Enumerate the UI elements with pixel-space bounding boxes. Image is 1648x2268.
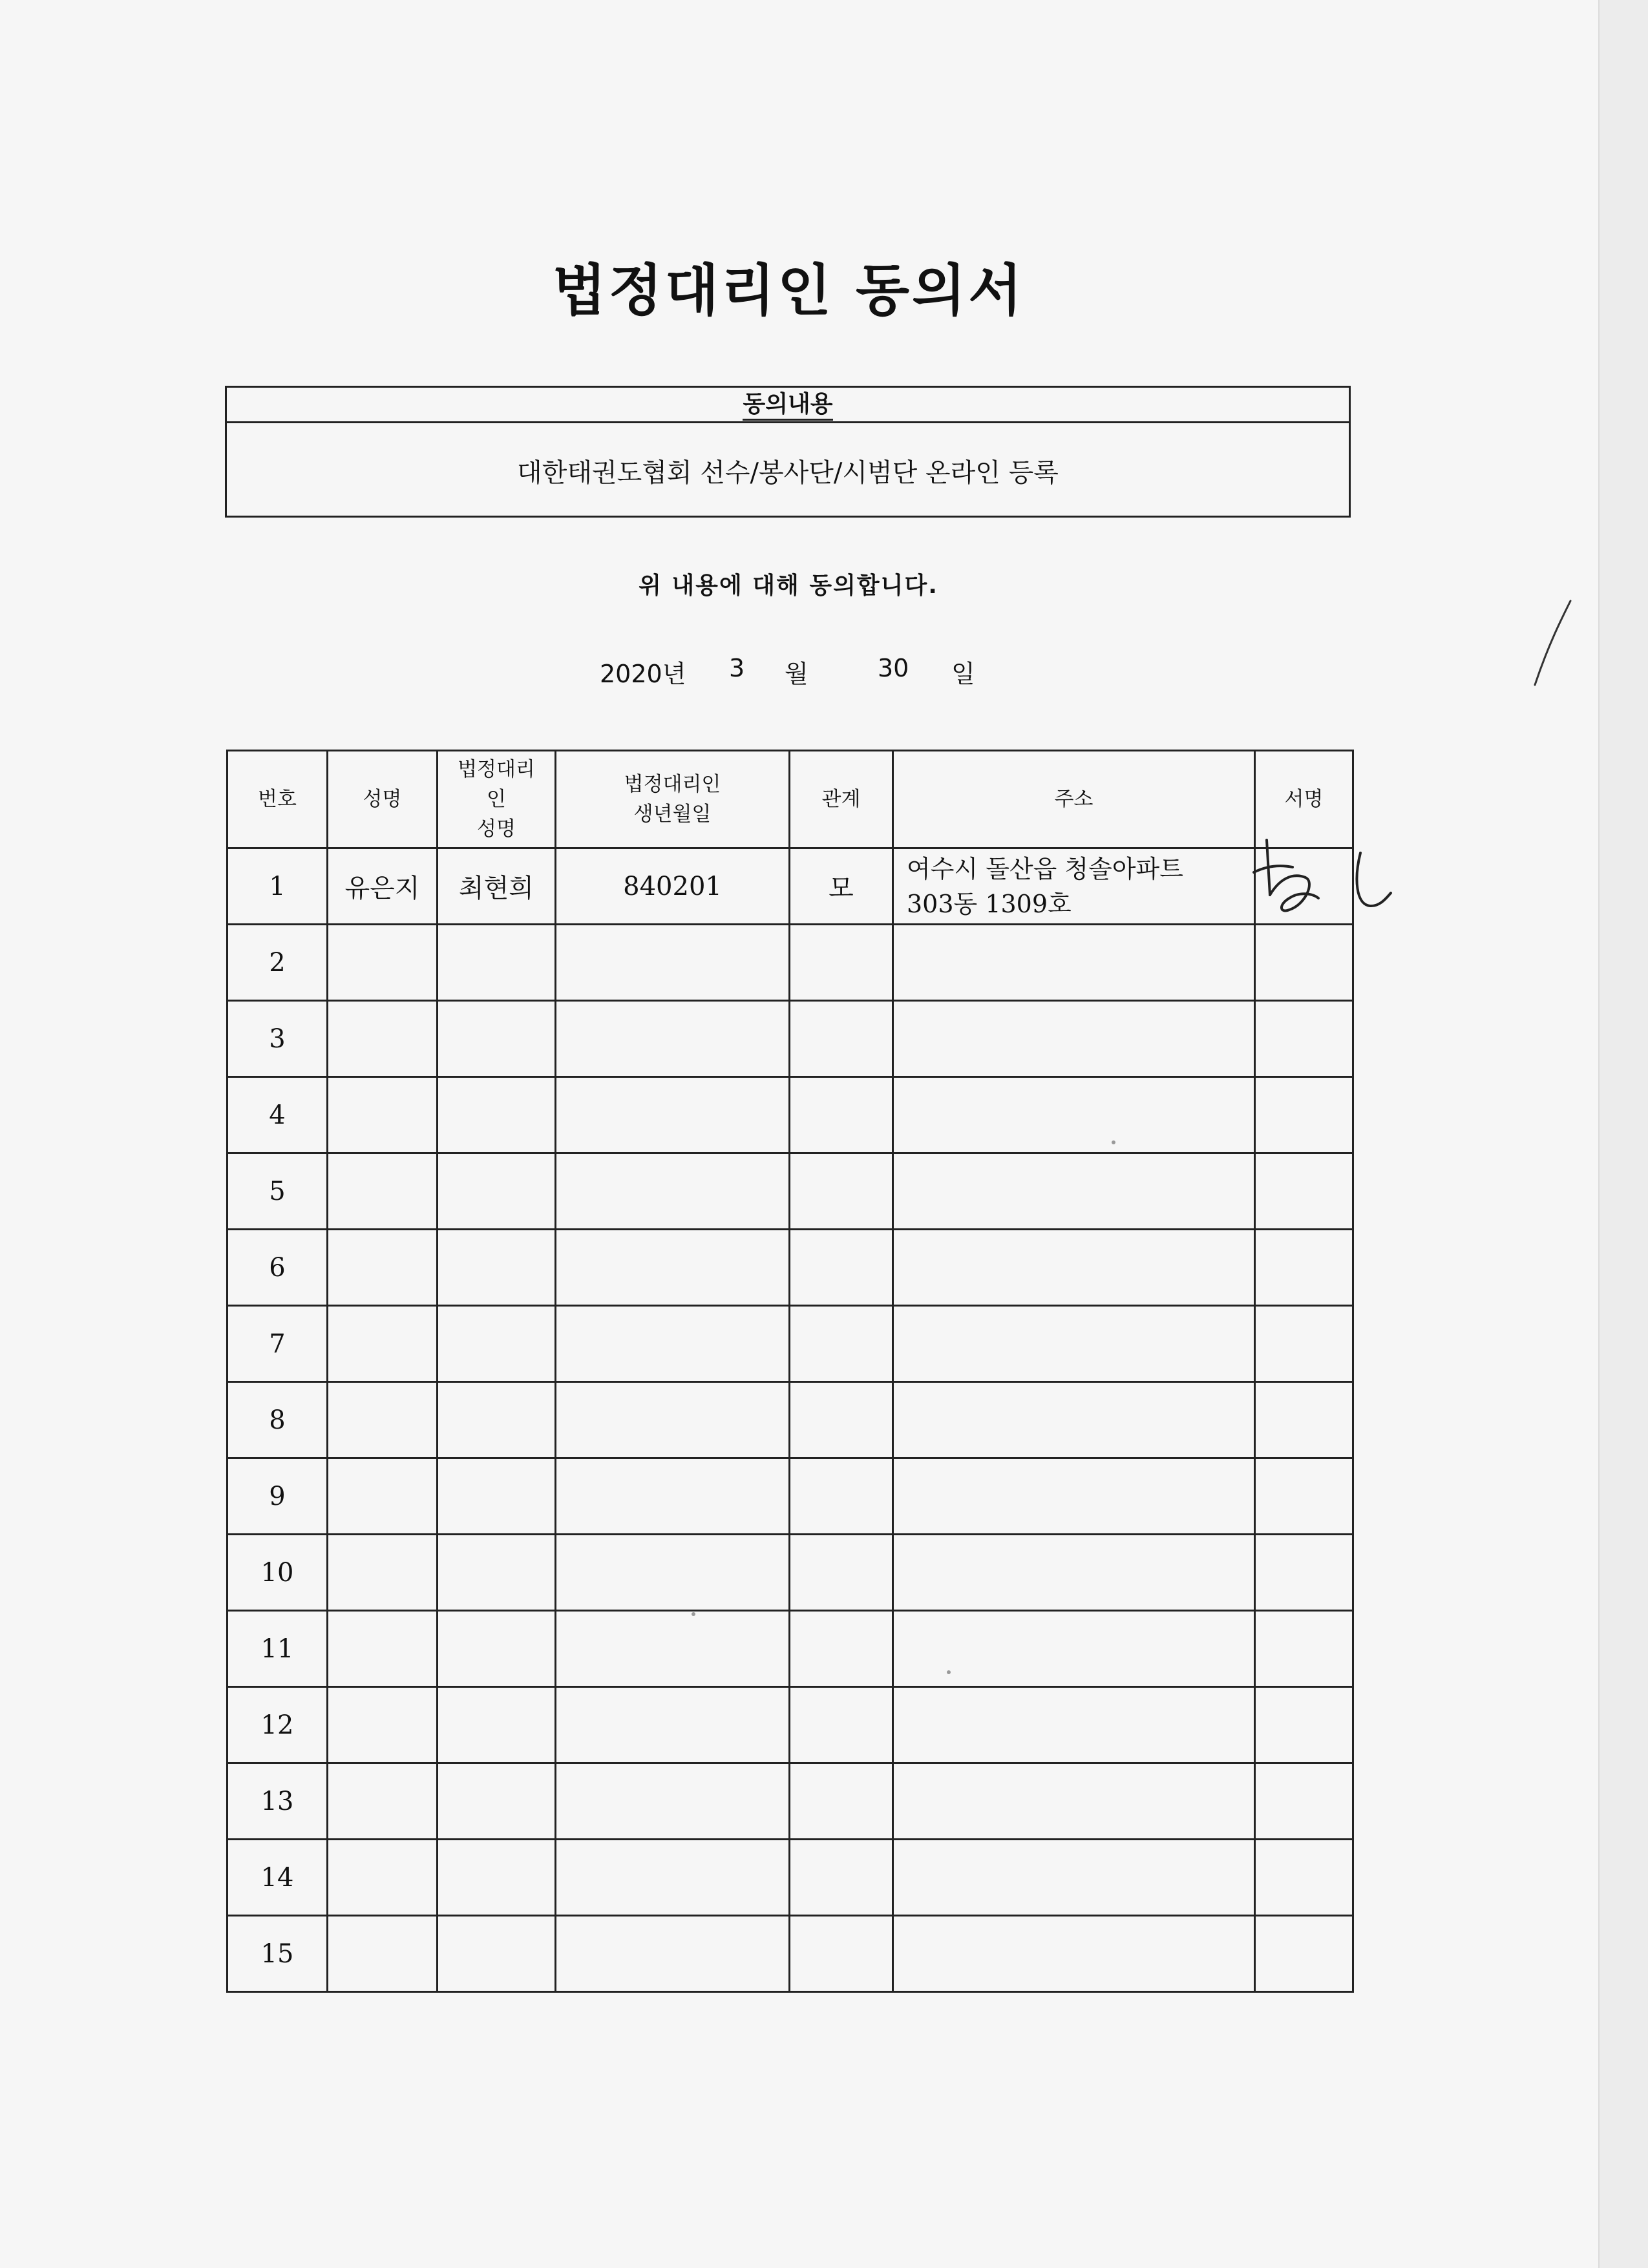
table-row <box>227 1687 1353 1763</box>
row-guardian-birth <box>556 1611 790 1687</box>
row-no: 6 <box>227 1230 328 1306</box>
consent-header <box>227 388 1349 423</box>
row-signature <box>1255 1001 1353 1077</box>
row-guardian-name <box>438 925 556 1001</box>
scan-speck <box>692 1612 695 1616</box>
date-month-label: 월 <box>785 660 808 688</box>
header-guardian-name-line3: 성명 <box>477 817 516 841</box>
agreement-statement: 위 내용에 대해 동의합니다. <box>639 572 938 599</box>
date-day-value: 30 <box>878 654 909 682</box>
table-row <box>227 1230 1353 1306</box>
table-row <box>227 1001 1353 1077</box>
date-line <box>0 654 1577 686</box>
row-address <box>893 1230 1255 1306</box>
row-signature <box>1255 1840 1353 1916</box>
row-relation <box>790 1153 893 1230</box>
row-address <box>893 848 1255 925</box>
table-row <box>227 1077 1353 1153</box>
row-relation <box>790 1840 893 1916</box>
row-guardian-birth <box>556 1916 790 1992</box>
row-no: 5 <box>227 1153 328 1230</box>
row-no: 15 <box>227 1916 328 1992</box>
row-address <box>893 1916 1255 1992</box>
table-row <box>227 1458 1353 1535</box>
scan-page-edge <box>1598 0 1648 2268</box>
row-guardian-name <box>438 1763 556 1840</box>
row-signature <box>1255 1611 1353 1687</box>
header-guardian-name-line2: 인 <box>487 788 506 811</box>
row-no: 10 <box>227 1535 328 1611</box>
row-signature <box>1255 1230 1353 1306</box>
row-relation <box>790 925 893 1001</box>
row-relation <box>790 1306 893 1382</box>
header-name: 성명 <box>328 751 438 848</box>
row-relation <box>790 1458 893 1535</box>
row-guardian-birth <box>556 1382 790 1458</box>
date-year: 2020년 <box>600 660 686 688</box>
row-address <box>893 1382 1255 1458</box>
row-name <box>328 1916 438 1992</box>
header-address: 주소 <box>893 751 1255 848</box>
row-address <box>893 1306 1255 1382</box>
row-guardian-birth: 840201 <box>556 848 790 925</box>
row-address <box>893 925 1255 1001</box>
row-address <box>893 1763 1255 1840</box>
row-guardian-birth <box>556 1230 790 1306</box>
row-guardian-birth <box>556 1840 790 1916</box>
row-no: 9 <box>227 1458 328 1535</box>
date-day-label: 일 <box>951 660 975 688</box>
table-row <box>227 1153 1353 1230</box>
row-address <box>893 1535 1255 1611</box>
row-guardian-birth <box>556 1001 790 1077</box>
row-name <box>328 1306 438 1382</box>
row-guardian-birth <box>556 925 790 1001</box>
table-row <box>227 925 1353 1001</box>
row-guardian-birth <box>556 1458 790 1535</box>
row-relation <box>790 1535 893 1611</box>
row-signature <box>1255 1153 1353 1230</box>
scan-speck <box>1112 1140 1115 1144</box>
row-guardian-name <box>438 1611 556 1687</box>
row-signature <box>1255 1306 1353 1382</box>
row-name <box>328 1001 438 1077</box>
row-guardian-birth <box>556 1077 790 1153</box>
row-guardian-name <box>438 1077 556 1153</box>
row-relation <box>790 1916 893 1992</box>
row-name <box>328 1611 438 1687</box>
row-relation <box>790 1611 893 1687</box>
table-row <box>227 1611 1353 1687</box>
header-relation: 관계 <box>790 751 893 848</box>
row-guardian-name <box>438 1916 556 1992</box>
row-guardian-birth <box>556 1535 790 1611</box>
row-name <box>328 1153 438 1230</box>
row-address <box>893 1840 1255 1916</box>
row-no: 7 <box>227 1306 328 1382</box>
table-row <box>227 1306 1353 1382</box>
row-relation <box>790 1382 893 1458</box>
row-guardian-name <box>438 1306 556 1382</box>
row-signature <box>1255 1916 1353 1992</box>
guardian-table <box>226 750 1354 1993</box>
row-name <box>328 1840 438 1916</box>
header-guardian-name-line1: 법정대리 <box>458 758 535 781</box>
row-no: 4 <box>227 1077 328 1153</box>
row-no: 14 <box>227 1840 328 1916</box>
row-address <box>893 1001 1255 1077</box>
row-address <box>893 1077 1255 1153</box>
row-signature <box>1255 1687 1353 1763</box>
row-signature <box>1255 1458 1353 1535</box>
header-guardian-birth-line2: 생년월일 <box>633 803 712 826</box>
row-address <box>893 1458 1255 1535</box>
row-no: 1 <box>227 848 328 925</box>
row-no: 8 <box>227 1382 328 1458</box>
row-guardian-name <box>438 1153 556 1230</box>
table-row <box>227 1840 1353 1916</box>
header-guardian-name <box>438 751 556 848</box>
row-relation <box>790 1763 893 1840</box>
row-no: 12 <box>227 1687 328 1763</box>
document-title: 법정대리인 동의서 <box>552 258 1025 323</box>
row-name <box>328 1535 438 1611</box>
row-guardian-birth <box>556 1306 790 1382</box>
row-guardian-name <box>438 1687 556 1763</box>
row-no: 11 <box>227 1611 328 1687</box>
header-signature: 서명 <box>1255 751 1353 848</box>
header-no: 번호 <box>227 751 328 848</box>
row-relation <box>790 1001 893 1077</box>
row-address <box>893 1153 1255 1230</box>
row-signature <box>1255 1077 1353 1153</box>
stray-pen-mark <box>1525 594 1577 698</box>
row-name <box>328 1458 438 1535</box>
row-relation <box>790 1077 893 1153</box>
row-guardian-birth <box>556 1687 790 1763</box>
row-address <box>893 1687 1255 1763</box>
row-signature <box>1255 1382 1353 1458</box>
row-address <box>893 1611 1255 1687</box>
header-guardian-birth <box>556 751 790 848</box>
row-address-line2: 303동 1309호 <box>907 889 1072 918</box>
row-guardian-birth <box>556 1763 790 1840</box>
table-row <box>227 1535 1353 1611</box>
row-no: 13 <box>227 1763 328 1840</box>
row-guardian-name <box>438 1535 556 1611</box>
row-name: 유은지 <box>328 848 438 925</box>
row-no: 2 <box>227 925 328 1001</box>
header-guardian-birth-line1: 법정대리인 <box>624 773 721 796</box>
row-guardian-name <box>438 1230 556 1306</box>
row-name <box>328 1077 438 1153</box>
row-guardian-name: 최현희 <box>438 848 556 925</box>
scan-speck <box>947 1670 951 1674</box>
row-name <box>328 1382 438 1458</box>
row-relation: 모 <box>790 848 893 925</box>
row-name <box>328 1230 438 1306</box>
table-row <box>227 848 1353 925</box>
row-address-line1: 여수시 돌산읍 청솔아파트 <box>907 854 1183 883</box>
consent-content: 대한태권도협회 선수/봉사단/시범단 온라인 등록 <box>517 457 1059 488</box>
row-guardian-name <box>438 1001 556 1077</box>
row-guardian-name <box>438 1458 556 1535</box>
consent-header-label: 동의내용 <box>743 391 832 421</box>
consent-box <box>225 386 1351 518</box>
row-guardian-name <box>438 1382 556 1458</box>
row-relation <box>790 1687 893 1763</box>
table-header-row <box>227 751 1353 848</box>
table-row <box>227 1763 1353 1840</box>
handwritten-signature <box>1241 834 1396 937</box>
table-row <box>227 1916 1353 1992</box>
row-signature <box>1255 1535 1353 1611</box>
row-name <box>328 1763 438 1840</box>
row-relation <box>790 1230 893 1306</box>
row-guardian-name <box>438 1840 556 1916</box>
date-month-value: 3 <box>729 654 745 682</box>
table-row <box>227 1382 1353 1458</box>
row-name <box>328 925 438 1001</box>
row-guardian-birth <box>556 1153 790 1230</box>
row-signature <box>1255 1763 1353 1840</box>
row-no: 3 <box>227 1001 328 1077</box>
row-name <box>328 1687 438 1763</box>
